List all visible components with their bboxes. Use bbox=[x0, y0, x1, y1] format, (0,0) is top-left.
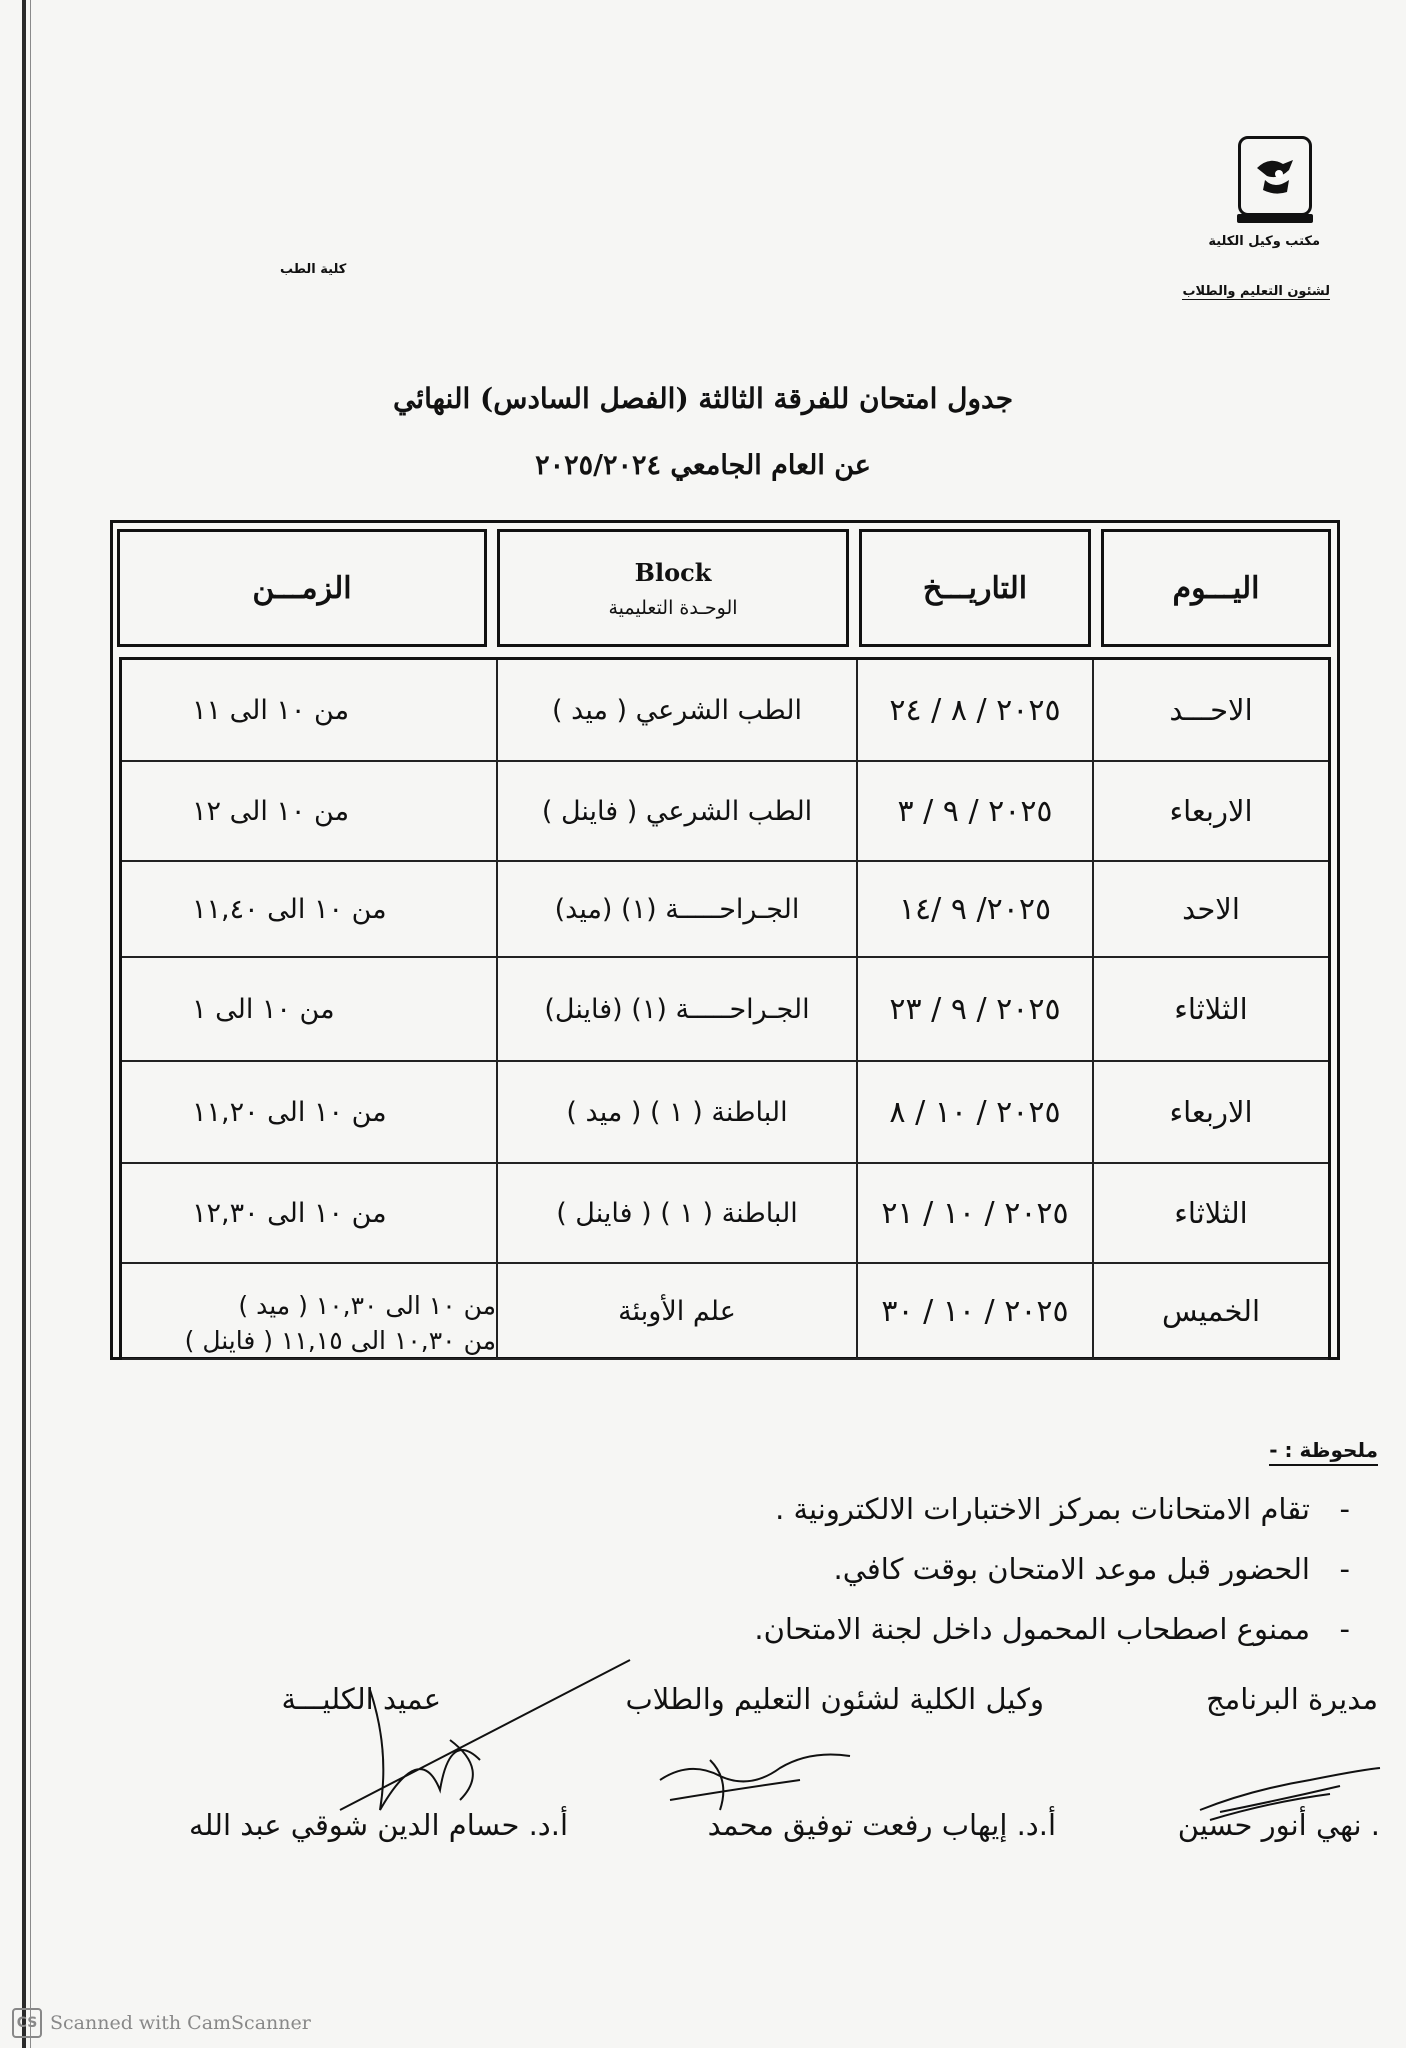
table-body bbox=[119, 657, 1331, 1357]
notes-title: ملحوظة : - bbox=[1269, 1438, 1378, 1466]
note-text: ممنوع اصطحاب المحمول داخل لجنة الامتحان. bbox=[754, 1612, 1310, 1646]
scanner-footer-text: Scanned with CamScanner bbox=[50, 2012, 311, 2034]
row-time: من ١٠ الى ١٢ bbox=[192, 795, 350, 827]
logo-emblem-icon bbox=[1249, 150, 1301, 202]
scan-page-edge-line bbox=[30, 0, 31, 2048]
office-line-1: مكتب وكيل الكلية bbox=[1208, 234, 1320, 249]
table-row bbox=[122, 660, 1328, 762]
row-day: الاربعاء bbox=[1092, 1062, 1328, 1162]
university-logo bbox=[1238, 136, 1312, 216]
row-day: الاربعاء bbox=[1092, 762, 1328, 860]
table-row bbox=[122, 762, 1328, 862]
note-item bbox=[834, 1552, 1350, 1586]
signatory-name-program-director: . نهي أنور حسين bbox=[1177, 1808, 1380, 1842]
header-day: اليـــوم bbox=[1101, 529, 1331, 647]
header-date: التاريـــخ bbox=[859, 529, 1091, 647]
table-row bbox=[122, 1164, 1328, 1264]
office-line-2: لشئون التعليم والطلاب bbox=[1182, 284, 1330, 299]
faculty-name: كلية الطب bbox=[280, 262, 347, 277]
table-row bbox=[122, 1264, 1328, 1360]
row-date: ٢٠٢٥/ ٩ /١٤ bbox=[856, 862, 1092, 956]
signatory-title-dean: عميد الكليـــة bbox=[281, 1682, 441, 1716]
row-time: من ١٠ الى ١٢,٣٠ bbox=[192, 1197, 387, 1229]
note-bullet: - bbox=[1339, 1552, 1350, 1586]
document-title: جدول امتحان للفرقة الثالثة (الفصل السادس) النهائي bbox=[392, 382, 1014, 415]
table-header-row bbox=[119, 529, 1331, 651]
row-block: علم الأوبئة bbox=[496, 1264, 856, 1358]
signatory-name-dean: أ.د. حسام الدين شوقي عبد الله bbox=[189, 1808, 568, 1842]
row-date: ٢٠٢٥ / ٩ / ٢٣ bbox=[856, 958, 1092, 1060]
row-block: الطب الشرعي ( فاينل ) bbox=[496, 762, 856, 860]
row-day: الاحـــد bbox=[1092, 660, 1328, 760]
row-time-line-1: من ١٠ الى ١٠,٣٠ ( ميد ) bbox=[238, 1291, 496, 1320]
note-bullet: - bbox=[1339, 1492, 1350, 1526]
row-block: الطب الشرعي ( ميد ) bbox=[496, 660, 856, 760]
row-time: من ١٠ الى ١١,٤٠ bbox=[192, 893, 387, 925]
row-date: ٢٠٢٥ / ١٠ / ٢١ bbox=[856, 1164, 1092, 1262]
note-bullet: - bbox=[1339, 1612, 1350, 1646]
row-time: من ١٠ الى ١ bbox=[192, 993, 335, 1025]
header-time: الزمـــن bbox=[117, 529, 487, 647]
note-text: تقام الامتحانات بمركز الاختبارات الالكترونية . bbox=[775, 1492, 1310, 1526]
note-text: الحضور قبل موعد الامتحان بوقت كافي. bbox=[833, 1552, 1310, 1586]
row-day: الثلاثاء bbox=[1092, 958, 1328, 1060]
row-day: الاحد bbox=[1092, 862, 1328, 956]
row-time-line-2: من ١٠,٣٠ الى ١١,١٥ ( فاينل ) bbox=[184, 1326, 496, 1355]
row-day: الثلاثاء bbox=[1092, 1164, 1328, 1262]
row-block: الباطنة ( ١ ) ( ميد ) bbox=[496, 1062, 856, 1162]
row-time: من ١٠ الى ١١,٢٠ bbox=[192, 1096, 387, 1128]
header-block-en: Block bbox=[634, 557, 712, 587]
row-block: الجـراحـــــة (١) (فاينل) bbox=[496, 958, 856, 1060]
header-block-ar: الوحـدة التعليمية bbox=[608, 596, 738, 619]
table-row bbox=[122, 862, 1328, 958]
row-time bbox=[122, 1264, 496, 1358]
row-day: الخميس bbox=[1092, 1264, 1328, 1358]
exam-schedule-table bbox=[110, 520, 1340, 1360]
note-item bbox=[754, 1612, 1350, 1646]
table-row bbox=[122, 1062, 1328, 1164]
signatory-title-vice-dean: وكيل الكلية لشئون التعليم والطلاب bbox=[625, 1682, 1044, 1716]
note-item bbox=[775, 1492, 1350, 1526]
signatory-name-vice-dean: أ.د. إيهاب رفعت توفيق محمد bbox=[707, 1808, 1056, 1842]
row-block: الجـراحـــــة (١) (ميد) bbox=[496, 862, 856, 956]
signatory-title-program-director: مديرة البرنامج bbox=[1205, 1682, 1378, 1716]
academic-year: عن العام الجامعي ٢٠٢٥/٢٠٢٤ bbox=[535, 450, 871, 481]
row-date: ٢٠٢٥ / ١٠ / ٨ bbox=[856, 1062, 1092, 1162]
scan-page-edge bbox=[22, 0, 26, 2048]
row-time: من ١٠ الى ١١ bbox=[192, 694, 350, 726]
row-date: ٢٠٢٥ / ٨ / ٢٤ bbox=[856, 660, 1092, 760]
header-block bbox=[497, 529, 849, 647]
row-date: ٢٠٢٥ / ١٠ / ٣٠ bbox=[856, 1264, 1092, 1358]
scanner-footer bbox=[12, 2008, 311, 2038]
row-block: الباطنة ( ١ ) ( فاينل ) bbox=[496, 1164, 856, 1262]
camscanner-icon: CS bbox=[12, 2008, 42, 2038]
row-date: ٢٠٢٥ / ٩ / ٣ bbox=[856, 762, 1092, 860]
table-row bbox=[122, 958, 1328, 1062]
